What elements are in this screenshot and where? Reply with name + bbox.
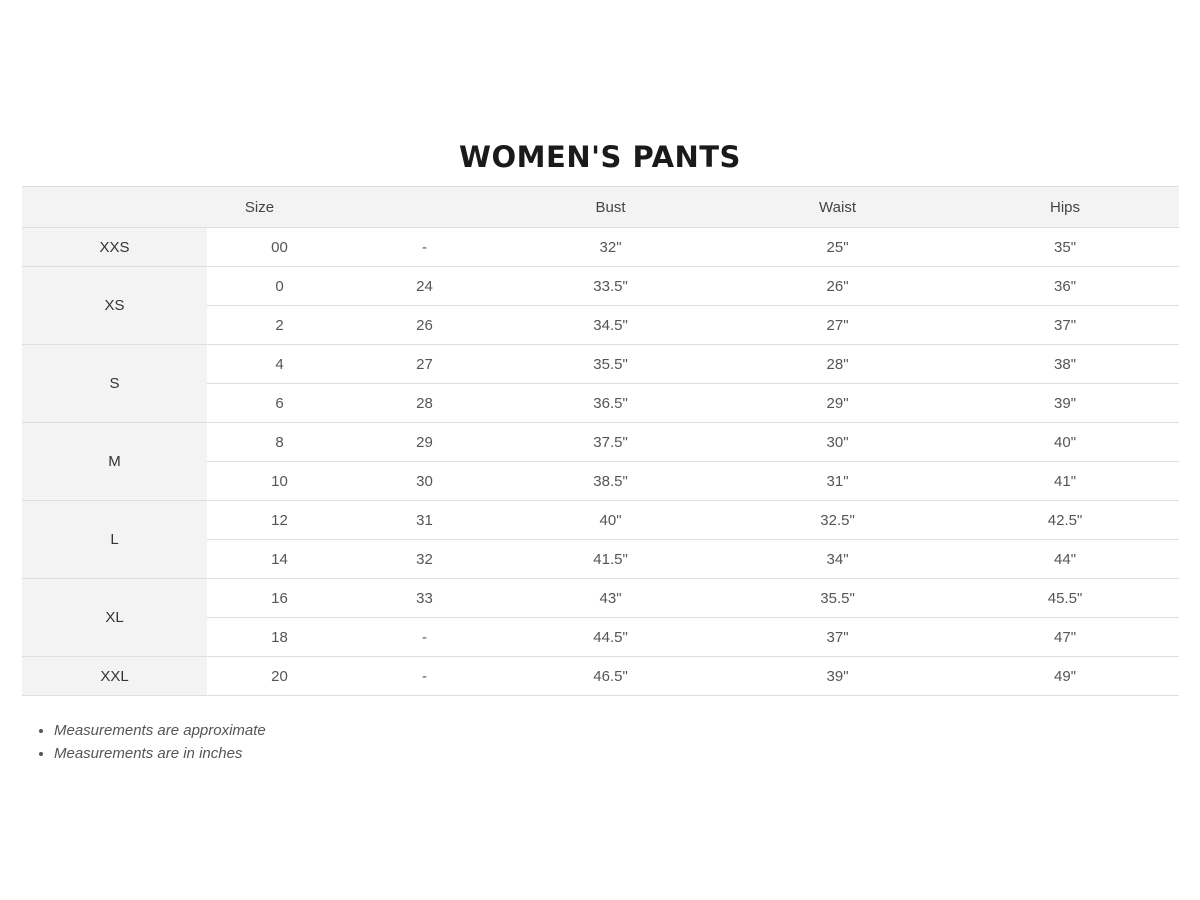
denim-size-cell: 29 xyxy=(352,423,497,462)
waist-cell: 30" xyxy=(724,423,951,462)
note-item: • Measurements are approximate xyxy=(54,722,266,739)
waist-cell: 28" xyxy=(724,345,951,384)
denim-size-cell: - xyxy=(352,618,497,657)
size-chart-table xyxy=(22,186,1179,696)
table-row xyxy=(22,345,1179,384)
alpha-size-cell: XXS xyxy=(22,228,207,267)
bust-cell: 46.5" xyxy=(497,657,724,696)
header-size: Size xyxy=(22,187,497,228)
bust-cell: 38.5" xyxy=(497,462,724,501)
alpha-size-cell: XS xyxy=(22,267,207,345)
waist-cell: 26" xyxy=(724,267,951,306)
header-waist: Waist xyxy=(724,187,951,228)
waist-cell: 27" xyxy=(724,306,951,345)
denim-size-cell: 24 xyxy=(352,267,497,306)
bust-cell: 33.5" xyxy=(497,267,724,306)
hips-cell: 41" xyxy=(951,462,1179,501)
hips-cell: 45.5" xyxy=(951,579,1179,618)
waist-cell: 32.5" xyxy=(724,501,951,540)
numeric-size-cell: 16 xyxy=(207,579,352,618)
denim-size-cell: 28 xyxy=(352,384,497,423)
hips-cell: 39" xyxy=(951,384,1179,423)
header-hips: Hips xyxy=(951,187,1179,228)
bust-cell: 43" xyxy=(497,579,724,618)
bust-cell: 44.5" xyxy=(497,618,724,657)
denim-size-cell: - xyxy=(352,657,497,696)
alpha-size-cell: S xyxy=(22,345,207,423)
page-title: WOMEN'S PANTS xyxy=(459,140,741,174)
waist-cell: 34" xyxy=(724,540,951,579)
waist-cell: 31" xyxy=(724,462,951,501)
hips-cell: 49" xyxy=(951,657,1179,696)
waist-cell: 35.5" xyxy=(724,579,951,618)
note-item: • Measurements are in inches xyxy=(54,745,266,762)
waist-cell: 37" xyxy=(724,618,951,657)
numeric-size-cell: 14 xyxy=(207,540,352,579)
numeric-size-cell: 18 xyxy=(207,618,352,657)
numeric-size-cell: 12 xyxy=(207,501,352,540)
denim-size-cell: 30 xyxy=(352,462,497,501)
bust-cell: 41.5" xyxy=(497,540,724,579)
hips-cell: 40" xyxy=(951,423,1179,462)
table-row xyxy=(22,267,1179,306)
hips-cell: 47" xyxy=(951,618,1179,657)
header-bust: Bust xyxy=(497,187,724,228)
numeric-size-cell: 8 xyxy=(207,423,352,462)
table-row xyxy=(22,423,1179,462)
numeric-size-cell: 20 xyxy=(207,657,352,696)
bust-cell: 34.5" xyxy=(497,306,724,345)
bust-cell: 37.5" xyxy=(497,423,724,462)
bust-cell: 32" xyxy=(497,228,724,267)
waist-cell: 29" xyxy=(724,384,951,423)
denim-size-cell: - xyxy=(352,228,497,267)
waist-cell: 25" xyxy=(724,228,951,267)
numeric-size-cell: 0 xyxy=(207,267,352,306)
alpha-size-cell: M xyxy=(22,423,207,501)
denim-size-cell: 27 xyxy=(352,345,497,384)
hips-cell: 37" xyxy=(951,306,1179,345)
table-row xyxy=(22,579,1179,618)
table-header-row xyxy=(22,187,1179,228)
alpha-size-cell: XXL xyxy=(22,657,207,696)
hips-cell: 35" xyxy=(951,228,1179,267)
numeric-size-cell: 10 xyxy=(207,462,352,501)
table-row xyxy=(22,657,1179,696)
alpha-size-cell: L xyxy=(22,501,207,579)
denim-size-cell: 32 xyxy=(352,540,497,579)
hips-cell: 42.5" xyxy=(951,501,1179,540)
numeric-size-cell: 4 xyxy=(207,345,352,384)
hips-cell: 38" xyxy=(951,345,1179,384)
numeric-size-cell: 6 xyxy=(207,384,352,423)
alpha-size-cell: XL xyxy=(22,579,207,657)
hips-cell: 36" xyxy=(951,267,1179,306)
numeric-size-cell: 00 xyxy=(207,228,352,267)
notes-list xyxy=(36,722,266,768)
bust-cell: 40" xyxy=(497,501,724,540)
numeric-size-cell: 2 xyxy=(207,306,352,345)
table-row xyxy=(22,501,1179,540)
bust-cell: 35.5" xyxy=(497,345,724,384)
denim-size-cell: 33 xyxy=(352,579,497,618)
waist-cell: 39" xyxy=(724,657,951,696)
denim-size-cell: 31 xyxy=(352,501,497,540)
denim-size-cell: 26 xyxy=(352,306,497,345)
hips-cell: 44" xyxy=(951,540,1179,579)
table-row xyxy=(22,228,1179,267)
bust-cell: 36.5" xyxy=(497,384,724,423)
